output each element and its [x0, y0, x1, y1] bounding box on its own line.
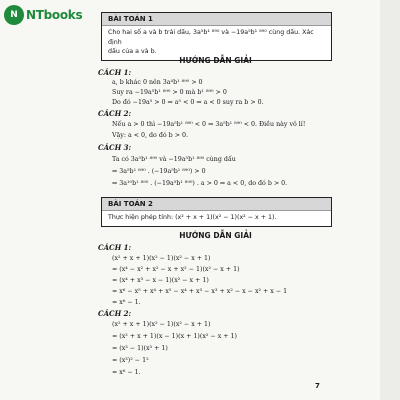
publisher-logo	[4, 5, 82, 25]
logo-badge: N	[4, 5, 24, 25]
problem-2-text-line-1: Thực hiện phép tính: (x² + x + 1)(x² − 1)(x² − x + 1).	[108, 214, 277, 221]
solution-2-case-1-line-3: = (x⁴ + x³ − x − 1)(x² − x + 1)	[112, 277, 209, 284]
problem-1-title: BÀI TOÁN 1	[102, 13, 331, 26]
logo-text: NTbooks	[26, 8, 83, 22]
solution-1-case-3-line-3: ⇒ 3a¹⁰b¹ ⁸⁹⁰ . (−19a⁵b¹ ⁸⁹⁰) . a > 0 ⇒ a < 0, do đó b > 0.	[112, 180, 288, 187]
solution-1-case-1-line-1: a, b khác 0 nên 3a⁴b¹ ⁸⁹⁰ > 0	[112, 79, 203, 86]
page-number: 7	[315, 382, 320, 390]
solution-2-case-2-line-5: = x⁶ − 1.	[112, 369, 141, 376]
solution-2-case-2: CÁCH 2:	[98, 309, 132, 318]
problem-2-body	[102, 211, 331, 226]
problem-2-title: BÀI TOÁN 2	[102, 198, 331, 211]
problem-1-box	[101, 12, 332, 61]
problem-2-box	[101, 197, 332, 227]
solution-1-case-1-line-2: Suy ra −19a⁵b¹ ⁸⁹⁰ > 0 mà b¹ ⁸⁹⁰ > 0	[112, 89, 227, 96]
solution-2-case-2-line-1: (x² + x + 1)(x² − 1)(x² − x + 1)	[112, 321, 211, 328]
solution-1-case-1-line-3: Do đó −19a⁵ > 0 ⇒ a⁵ < 0 ⇒ a < 0 suy ra b > 0.	[112, 99, 264, 106]
solution-2-case-2-line-3: = (x³ − 1)(x³ + 1)	[112, 345, 168, 352]
solution-1-case-1: CÁCH 1:	[98, 68, 132, 77]
problem-1-body	[102, 26, 331, 60]
solution-1-case-2-line-2: Vậy: a < 0, do đó b > 0.	[112, 132, 188, 139]
problem-1-text-line-2: dấu của a và b.	[108, 48, 157, 55]
solution-1-case-3-line-2: ⇒ 3a⁵b¹ ⁸⁹⁰ . (−19a⁵b¹ ⁸⁹⁰) > 0	[112, 168, 206, 175]
page-edge	[380, 0, 400, 400]
solution-2-case-1-line-4: = x⁶ − x⁵ + x⁴ + x⁵ − x⁴ + x³ − x³ + x² − x − x² + x − 1	[112, 288, 288, 295]
solution-2-case-2-line-4: = (x³)² − 1²	[112, 357, 149, 364]
solution-1-case-2-line-1: Nếu a > 0 thì −19a⁵b¹ ⁸⁹⁰ < 0 ⇒ 3a⁵b¹ ⁸⁹⁰ < 0. Điều này vô lí!	[112, 121, 306, 128]
solution-1-case-3: CÁCH 3:	[98, 143, 132, 152]
solution-2-case-1: CÁCH 1:	[98, 243, 132, 252]
solution-2-heading: HƯỚNG DẪN GIẢI	[179, 231, 252, 240]
problem-1-text-line-1: Cho hai số a và b trái dấu, 3a⁵b¹ ⁸⁹⁰ và −19a⁵b¹ ⁸⁹⁰ cùng dấu. Xác định	[108, 29, 314, 46]
solution-1-case-3-line-1: Ta có 3a⁵b¹ ⁸⁹⁰ và −19a⁵b¹ ⁸⁹⁰ cùng dấu	[112, 156, 236, 163]
solution-1-case-2: CÁCH 2:	[98, 109, 132, 118]
solution-1-heading: HƯỚNG DẪN GIẢI	[179, 56, 252, 65]
solution-2-case-2-line-2: = (x² + x + 1)(x − 1)(x + 1)(x² − x + 1)	[112, 333, 237, 340]
solution-2-case-1-line-5: = x⁶ − 1.	[112, 299, 141, 306]
solution-2-case-1-line-1: (x² + x + 1)(x² − 1)(x² − x + 1)	[112, 255, 211, 262]
solution-2-case-1-line-2: = (x⁴ − x² + x² − x + x² − 1)(x² − x + 1)	[112, 266, 240, 273]
